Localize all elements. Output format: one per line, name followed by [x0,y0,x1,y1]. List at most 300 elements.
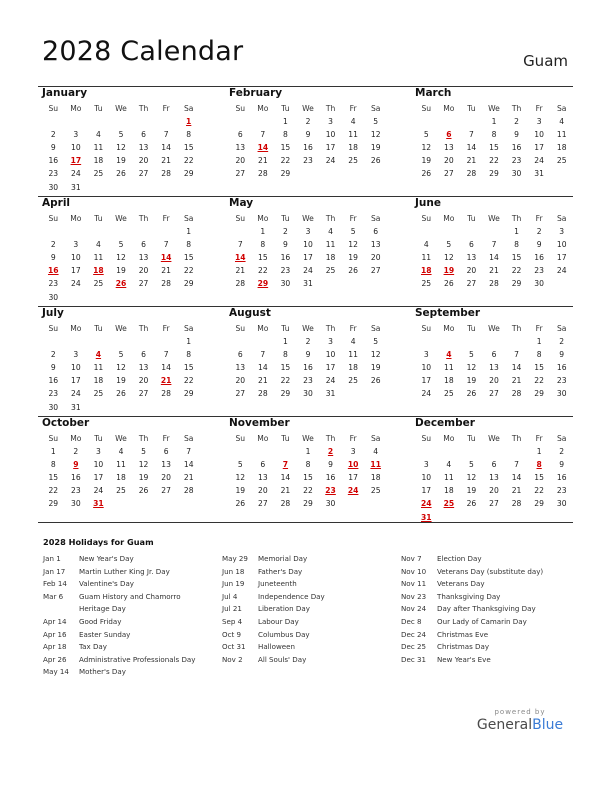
calendar-day: 28 [466,169,477,179]
calendar-day: 10 [556,240,567,250]
calendar-day: 22 [183,156,194,166]
holiday-name: Halloween [258,642,295,652]
calendar-day: 22 [280,156,291,166]
empty-day [252,445,275,458]
weekday-header: We [302,104,314,113]
empty-day [415,335,438,348]
empty-day [438,445,461,458]
calendar-day: 10 [325,130,336,140]
holiday-date: Dec 24 [401,629,427,639]
calendar-day: 11 [116,460,126,470]
holiday-item [43,654,195,667]
calendar-day: 20 [370,253,381,263]
calendar-day: 19 [138,473,149,483]
holiday-day: 17 [70,156,82,166]
calendar-day: 18 [116,473,126,483]
holiday-day: 24 [420,499,432,509]
holiday-day: 10 [347,460,359,470]
holiday-name: Memorial Day [258,554,308,563]
month-april [42,197,200,304]
calendar-day: 6 [141,240,146,250]
weekday-header: Fr [162,214,170,223]
calendar-day: 23 [48,169,59,179]
holiday-date: May 14 [43,667,69,677]
weekday-header: Th [325,324,336,333]
calendar-day: 1 [491,117,497,127]
weekday-header: Sa [183,324,194,333]
calendar-day: 21 [258,376,268,386]
holiday-item [401,553,543,566]
calendar-day: 1 [186,337,192,347]
calendar-day: 30 [48,402,59,412]
holiday-name: Tax Day [79,642,107,652]
calendar-day: 4 [373,447,379,457]
month-name: January [42,87,88,99]
calendar-day: 14 [466,143,477,153]
calendar-day: 25 [370,486,381,496]
weekday-header: Fr [162,104,170,113]
holiday-name: New Year's Day [79,554,134,563]
weekday-header: Tu [467,104,476,113]
calendar-day: 7 [186,447,192,457]
calendar-day: 12 [466,363,477,373]
calendar-day: 6 [163,447,169,457]
calendar-day: 6 [141,130,146,140]
holiday-date: Jul 4 [222,591,238,601]
calendar-day: 15 [183,363,194,373]
calendar-day: 8 [305,460,311,470]
holiday-name: Valentine's Day [79,579,135,589]
holiday-day: 9 [73,460,79,470]
holiday-day: 24 [347,486,359,496]
weekday-header: Sa [556,434,567,443]
holiday-date: Apr 14 [43,616,67,626]
month-february [229,87,387,181]
holiday-name: Guam History and Chamorro [79,591,181,601]
calendar-day: 2 [50,240,56,250]
calendar-day: 8 [50,460,56,470]
weekday-header: We [488,214,500,223]
calendar-day: 7 [163,240,169,250]
calendar-day: 14 [511,363,522,373]
calendar-day: 27 [138,389,149,399]
calendar-day: 12 [348,240,358,250]
calendar-day: 6 [373,227,379,237]
calendar-day: 15 [534,363,544,373]
calendar-day: 25 [421,279,432,289]
holiday-name: New Year's Eve [437,654,491,664]
calendar-day: 13 [370,240,381,250]
calendar-day: 3 [423,350,429,360]
calendar-day: 27 [258,499,268,509]
month-grid [42,102,200,194]
calendar-day: 24 [534,156,544,166]
holiday-item [401,566,543,579]
weekday-header: We [115,434,127,443]
holiday-date: Nov 24 [401,604,427,614]
holiday-day: 31 [93,499,104,509]
calendar-day: 10 [93,460,104,470]
divider [38,522,573,523]
calendar-day: 23 [71,486,81,496]
empty-day [415,225,438,238]
calendar-day: 27 [466,279,477,289]
holiday-name: Day after Thanksgiving Day [437,604,536,614]
brand-blue: Blue [532,717,564,733]
calendar-day: 27 [235,169,246,179]
empty-day [132,335,155,348]
calendar-day: 16 [325,473,336,483]
holiday-day: 1 [186,117,192,127]
weekday-header: Tu [467,324,476,333]
calendar-day: 20 [489,376,499,386]
calendar-day: 3 [350,447,356,457]
calendar-day: 27 [370,266,381,276]
calendar-day: 6 [260,460,266,470]
calendar-day: 15 [280,363,291,373]
calendar-day: 19 [348,253,358,263]
weekday-header: Sa [183,434,194,443]
brand-general: General [476,717,533,733]
holiday-date: Nov 23 [401,591,427,601]
calendar-day: 29 [303,499,313,509]
calendar-day: 16 [280,253,291,263]
calendar-day: 12 [235,473,246,483]
calendar-day: 7 [469,130,474,140]
calendar-day: 12 [138,460,149,470]
calendar-day: 17 [303,253,313,263]
calendar-day: 31 [534,169,544,179]
calendar-day: 3 [305,227,311,237]
empty-day [42,335,65,348]
holiday-name: Election Day [437,554,482,563]
calendar-day: 22 [303,486,313,496]
calendar-day: 28 [235,279,246,289]
weekday-header: Mo [70,434,82,443]
weekday-header: Sa [370,104,381,113]
calendar-day: 30 [48,292,59,302]
calendar-day: 28 [161,389,171,399]
holiday-day: 14 [160,253,172,263]
weekday-header: Tu [281,214,290,223]
month-march [415,87,573,181]
calendar-day: 14 [280,473,291,483]
holiday-name: Veterans Day [437,579,485,589]
holiday-item [401,616,543,629]
weekday-header: Sa [183,214,194,223]
empty-day [483,225,506,238]
holiday-day: 14 [234,253,246,263]
calendar-day: 17 [71,266,81,276]
calendar-day: 19 [116,376,126,386]
calendar-day: 21 [183,473,194,483]
holiday-date: Oct 9 [222,629,242,639]
empty-day [460,445,483,458]
weekday-header: Th [511,104,522,113]
holiday-item [401,578,543,591]
holiday-day: 2 [327,447,334,457]
weekday-header: Sa [556,104,567,113]
holiday-day: 25 [443,499,455,509]
empty-day [460,225,483,238]
weekday-header: Fr [162,324,170,333]
calendar-day: 12 [370,350,381,360]
month-name: November [229,417,290,429]
calendar-day: 22 [280,376,291,386]
empty-day [155,115,178,128]
calendar-day: 13 [161,460,171,470]
calendar-day: 2 [50,130,56,140]
calendar-day: 28 [183,486,194,496]
calendar-day: 30 [280,279,291,289]
empty-day [415,445,438,458]
weekday-header: We [115,214,127,223]
calendar-day: 6 [491,350,497,360]
calendar-day: 9 [50,143,56,153]
empty-day [415,115,438,128]
empty-day [110,225,133,238]
holiday-item [222,603,325,616]
calendar-day: 26 [444,279,454,289]
calendar-day: 18 [444,486,454,496]
calendar-day: 10 [421,473,432,483]
calendar-day: 27 [138,279,149,289]
calendar-day: 10 [71,253,81,263]
calendar-day: 15 [258,253,268,263]
calendar-day: 28 [258,389,268,399]
calendar-day: 30 [48,182,59,192]
calendar-day: 6 [469,240,474,250]
calendar-day: 9 [305,350,311,360]
calendar-day: 15 [183,143,194,153]
calendar-day: 7 [491,240,497,250]
holiday-day: 7 [282,460,289,470]
holiday-item [43,616,195,629]
calendar-day: 8 [186,350,192,360]
calendar-day: 17 [556,253,567,263]
calendar-day: 3 [536,117,542,127]
weekday-header: Tu [281,434,290,443]
weekday-header: Sa [370,324,381,333]
calendar-day: 17 [325,143,336,153]
calendar-day: 26 [138,486,149,496]
calendar-day: 20 [161,473,171,483]
holiday-item [222,641,325,654]
empty-day [460,335,483,348]
calendar-day: 15 [48,473,59,483]
calendar-day: 2 [514,117,519,127]
calendar-day: 25 [444,389,454,399]
calendar-day: 9 [50,363,56,373]
calendar-day: 4 [350,117,356,127]
calendar-day: 22 [183,266,194,276]
calendar-day: 18 [93,376,104,386]
calendar-day: 12 [421,143,432,153]
calendar-day: 24 [421,389,432,399]
calendar-day: 19 [235,486,246,496]
calendar-day: 5 [373,337,379,347]
holiday-item [222,553,325,566]
weekday-header: Mo [443,104,455,113]
empty-day [132,225,155,238]
weekday-header: Mo [443,324,455,333]
holiday-column [43,553,195,679]
calendar-day: 3 [73,350,79,360]
empty-day [438,115,461,128]
holiday-day: 29 [257,279,269,289]
calendar-day: 24 [71,389,81,399]
calendar-day: 10 [421,363,432,373]
calendar-day: 28 [511,389,522,399]
calendar-day: 2 [305,117,311,127]
calendar-day: 7 [163,350,169,360]
month-grid [415,212,573,291]
empty-day [65,115,88,128]
holiday-date: Nov 11 [401,579,427,589]
weekday-header: Su [235,214,246,223]
calendar-day: 17 [325,363,336,373]
calendar-day: 25 [348,156,358,166]
calendar-day: 26 [370,156,381,166]
calendar-day: 23 [534,266,544,276]
calendar-day: 15 [489,143,499,153]
calendar-day: 20 [235,376,246,386]
calendar-day: 28 [161,279,171,289]
holiday-day: 4 [95,350,102,360]
holiday-day: 18 [93,266,104,276]
calendar-day: 27 [489,499,499,509]
weekday-header: We [115,104,127,113]
month-name: August [229,307,271,319]
calendar-day: 24 [556,266,567,276]
calendar-day: 17 [421,376,432,386]
empty-day [438,335,461,348]
calendar-day: 21 [235,266,246,276]
weekday-header: Fr [535,104,543,113]
calendar-day: 27 [444,169,454,179]
weekday-header: Tu [94,324,103,333]
month-grid [415,432,573,524]
calendar-day: 3 [96,447,101,457]
empty-day [438,225,461,238]
calendar-day: 25 [116,486,126,496]
calendar-day: 31 [303,279,313,289]
weekday-header: Su [421,104,432,113]
holiday-day: 31 [420,512,432,522]
holiday-item [43,629,195,642]
calendar-day: 15 [183,253,194,263]
weekday-header: Mo [70,324,82,333]
calendar-day: 9 [328,460,333,470]
weekday-header: Fr [349,104,357,113]
calendar-day: 24 [93,486,104,496]
empty-day [65,335,88,348]
calendar-day: 23 [48,279,59,289]
holiday-name: Easter Sunday [79,629,131,639]
country-label: Guam [523,52,568,70]
calendar-day: 14 [258,363,268,373]
calendar-day: 5 [469,460,474,470]
month-name: May [229,197,254,209]
holiday-item [222,654,325,667]
calendar-day: 15 [534,473,544,483]
weekday-header: Mo [257,104,269,113]
weekday-header: Su [421,324,432,333]
holiday-day: 19 [443,266,455,276]
month-december [415,417,573,524]
calendar-day: 24 [325,376,336,386]
calendar-day: 24 [325,156,336,166]
calendar-day: 17 [534,143,544,153]
calendar-day: 5 [423,130,429,140]
month-may [229,197,387,291]
calendar-day: 30 [556,499,567,509]
calendar-day: 8 [514,240,519,250]
calendar-day: 13 [466,253,477,263]
holiday-name: Martin Luther King Jr. Day [79,566,170,576]
weekday-header: Tu [281,104,290,113]
empty-day [483,335,506,348]
calendar-day: 16 [48,156,59,166]
calendar-day: 16 [511,143,522,153]
calendar-day: 26 [235,499,246,509]
weekday-header: Fr [349,324,357,333]
calendar-day: 4 [118,447,124,457]
calendar-day: 6 [237,130,243,140]
empty-day [252,115,275,128]
holiday-day: 8 [536,460,542,470]
empty-day [229,115,252,128]
holiday-date: Feb 14 [43,579,67,589]
holiday-day: 11 [370,460,381,470]
empty-day [229,445,252,458]
calendar-day: 3 [73,130,79,140]
generalblue-logo[interactable] [472,708,568,733]
calendar-day: 29 [183,389,194,399]
calendar-day: 19 [370,143,381,153]
calendar-day: 7 [260,350,266,360]
calendar-day: 20 [235,156,246,166]
brand-name [472,717,568,733]
calendar-day: 4 [96,240,101,250]
weekday-header: Tu [467,434,476,443]
empty-day [87,225,110,238]
calendar-day: 16 [303,143,313,153]
calendar-day: 2 [73,447,79,457]
month-name: July [42,307,64,319]
calendar-day: 29 [280,389,291,399]
month-name: February [229,87,283,99]
month-grid [229,212,387,291]
calendar-day: 15 [511,253,522,263]
holiday-date: Dec 8 [401,616,422,626]
weekday-header: Tu [281,324,290,333]
calendar-day: 8 [283,130,288,140]
calendar-day: 11 [348,350,358,360]
month-grid [229,432,387,511]
holiday-column [401,553,543,666]
calendar-day: 20 [138,266,149,276]
calendar-day: 20 [466,266,477,276]
calendar-day: 29 [48,499,59,509]
empty-day [155,225,178,238]
calendar-day: 12 [116,363,126,373]
calendar-day: 11 [556,130,567,140]
calendar-day: 11 [444,473,454,483]
holiday-item [43,591,195,604]
weekday-header: We [488,434,500,443]
calendar-day: 5 [446,240,452,250]
